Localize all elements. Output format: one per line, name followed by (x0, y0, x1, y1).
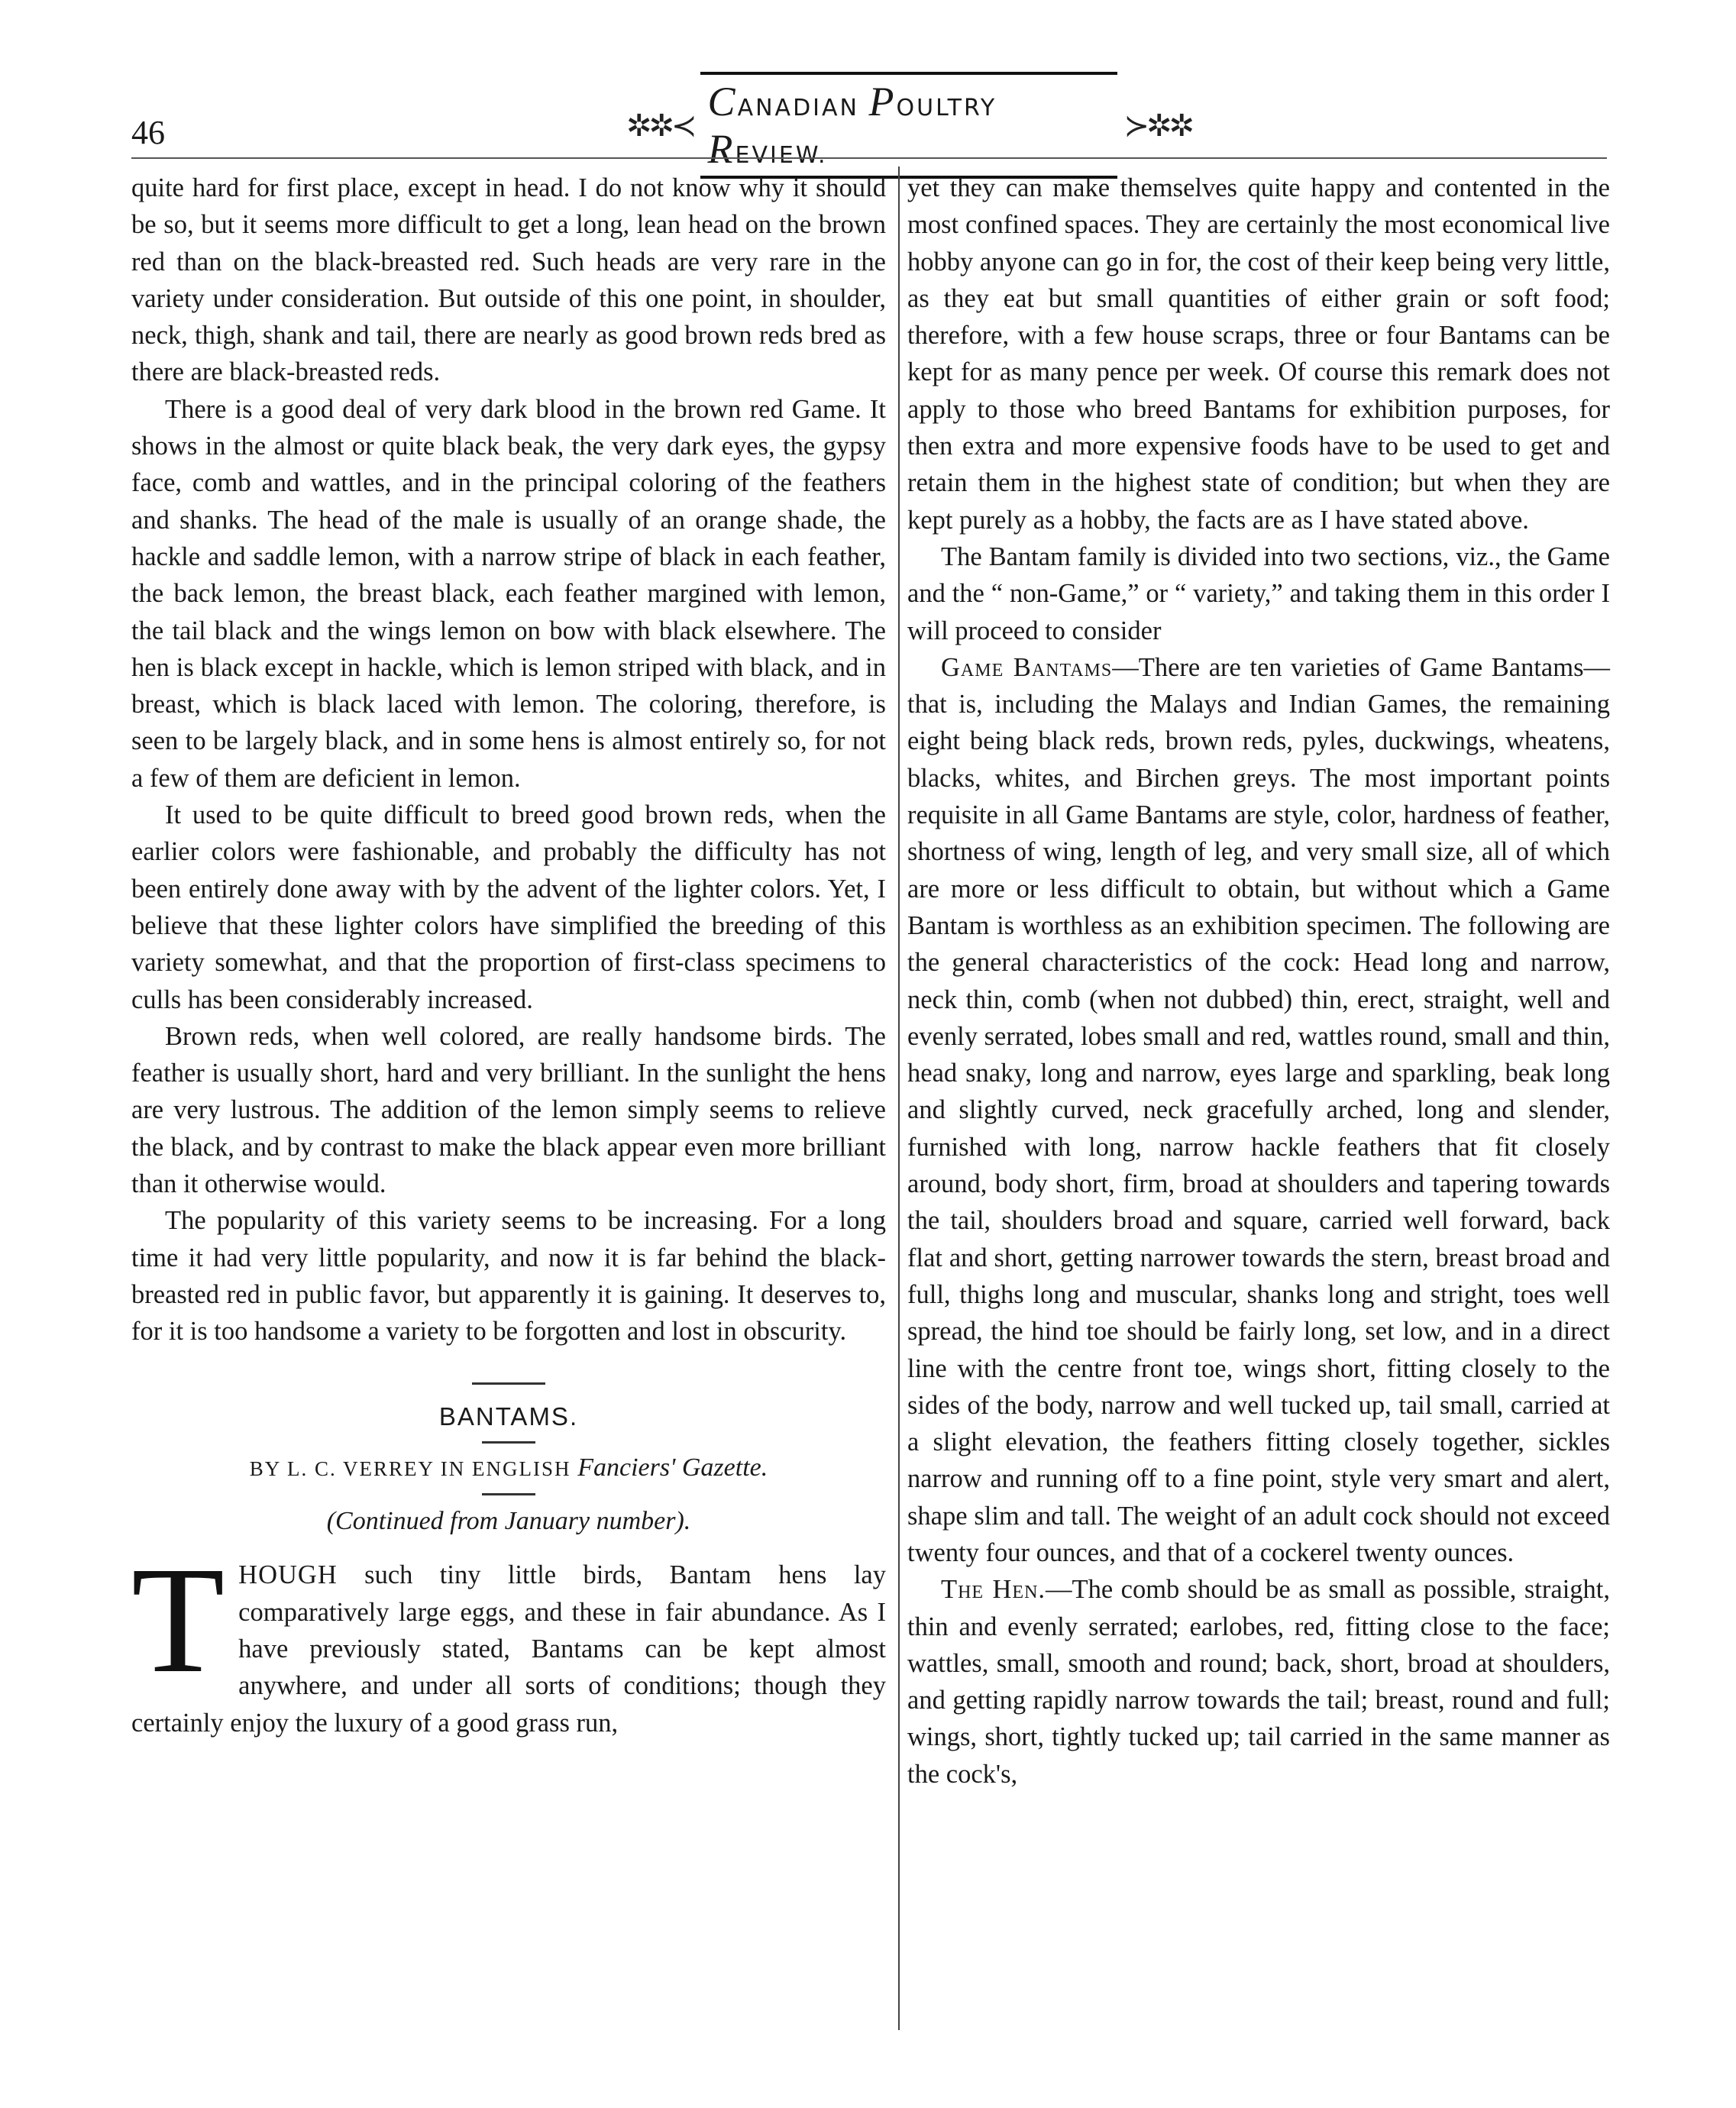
article-title: BANTAMS. (438, 1402, 579, 1431)
right-column (907, 170, 1610, 1793)
section-rule-bottom (482, 1441, 535, 1444)
column-divider (898, 167, 900, 2030)
page-number: 46 (131, 114, 165, 151)
right-paragraph-2: The Bantam family is divided into two sections, viz., the Game and the “ non-Game,” or “ variety,” and taking them in this order I will proceed to consider (907, 542, 1610, 645)
left-column (131, 170, 886, 1741)
section-rule-top (472, 1382, 545, 1385)
the-hen-heading: The Hen. (941, 1575, 1046, 1605)
right-paragraph-4-text: —The comb should be as small as possible, straight, thin and evenly serrated; earlobes, red, fitting close to the face; wattles, small, smooth and round; back, short, broad at shoulders, and getting rapidly narrow towards the tail; breast, round and full; wings, short, tightly tucked up; tail carried in the same manner as the cock's, (907, 1575, 1610, 1789)
drop-cap: T (131, 1536, 225, 1705)
left-paragraph-4: Brown reds, when well colored, are really handsome birds. The feather is usually short, hard and very brilliant. In the sunlight the hens are very lustrous. The addition of the lemon simply seems to relieve the black, and by contrast to make the black appear even more brilliant than it otherwise would. (131, 1021, 886, 1199)
left-paragraph-1: quite hard for first place, except in head. I do not know why it should be so, but it seems more difficult to get a long, lean head on the brown red than on the black-breasted red. Such heads are very rare in the variety under consideration. But outside of this one point, in shoulder, neck, thigh, shank and tail, there are nearly as good brown reds bred as there are black-breasted reds. (131, 173, 886, 387)
masthead-c: C (707, 79, 738, 124)
header-rule (131, 157, 1607, 159)
masthead-title (700, 72, 1118, 179)
left-paragraph-5: The popularity of this variety seems to be increasing. For a long time it had very little popularity, and now it is far behind the black-breasted red in public favor, but apparently it is gaining. It deserves to, for it is too handsome a variety to be forgotten and lost in obscurity. (131, 1206, 886, 1347)
masthead-oultry: OULTRY (896, 95, 997, 121)
left-paragraph-2: There is a good deal of very dark blood in the brown red Game. It shows in the almost or quite black beak, the very dark eyes, the gypsy face, comb and wattles, and in the principal coloring of the feathers and shanks. The head of the male is usually of an orange shade, the hackle and saddle lemon, with a narrow stripe of black in each feather, the back lemon, the breast black, each feather margined with lemon, the tail black and the wings lemon on bow with black elsewhere. The hen is black except in hackle, which is lemon striped with black, and in breast, which is black laced with lemon. The coloring, therefore, is seen to be largely black, and in some hens is almost entirely so, for not a few of them are deficient in lemon. (131, 394, 886, 793)
masthead-anadian: ANADIAN (737, 95, 859, 121)
masthead-eview: EVIEW. (735, 142, 828, 169)
byline-rule (482, 1493, 535, 1495)
left-paragraph-6 (131, 1536, 886, 1741)
continued-note: (Continued from January number). (326, 1507, 691, 1536)
left-paragraph-3: It used to be quite difficult to breed good brown reds, when the earlier colors were fashionable, and probably the difficulty has not been entirely done away with by the advent of the lighter colors. Yet, I believe that these lighter colors have simplified the breeding of this variety somewhat, and that the proportion of first-class specimens to culls has been considerably increased. (131, 800, 886, 1014)
right-paragraph-3 (907, 649, 1610, 1571)
right-paragraph-1: yet they can make themselves quite happy and contented in the most confined spaces. They are certainly the most economical live hobby anyone can go in for, the cost of their keep being very little, as they eat but small quantities of either grain or soft food; therefore, with a few house scraps, three or four Bantams can be kept for as many pence per week. Of course this remark does not apply to those who breed Bantams for exhibition purposes, for then extra and more expensive foods have to be used to get and retain them in the highest state of condition; but when they are kept purely as a hobby, the facts are as I have stated above. (907, 173, 1610, 535)
byline-source: Fanciers' Gazette. (577, 1453, 768, 1482)
masthead-p: P (868, 79, 897, 124)
dropcap-continuation: HOUGH (238, 1560, 338, 1590)
right-paragraph-3-text: —There are ten varieties of Game Bantams—that is, including the Malays and Indian Games, the remaining eight being black reds, brown reds, pyles, duckwings, wheatens, blacks, whites, and Birchen greys. The most important points requisite in all Game Bantams are style, color, hardness of feather, shortness of wing, length of leg, and very small size, all of which are more or less difficult to obtain, but without which a Game Bantam is worthless as an exhibition specimen. The following are the general characteristics of the cock: Head long and narrow, neck thin, comb (when not dubbed) thin, erect, straight, well and evenly serrated, lobes small and red, wattles round, small and thin, head snaky, long and narrow, eyes large and sparkling, beak long and slightly curved, neck gracefully arched, long and slender, furnished with long, narrow hackle feathers that fit closely around, body short, firm, broad at shoulders and tapering towards the tail, shoulders broad and square, carried well forward, back flat and short, getting narrower towards the stern, breast broad and full, thighs long and muscular, shanks long and stright, toes well spread, the hind toe should be fairly long, set low, and in a direct line with the centre front toe, wings short, fitting closely to the sides of the body, narrow and well tucked up, tail small, carried at a slight elevation, the feathers fitting closely together, sickles narrow and running off to a fine point, style very smart and alert, shape slim and tall. The weight of an adult cock should not exceed twenty four ounces, and that of a cockerel twenty ounces. (907, 652, 1610, 1567)
game-bantams-heading: Game Bantams (941, 652, 1113, 682)
right-ornament-icon: ≻✲✲ (1123, 108, 1191, 143)
byline (131, 1450, 886, 1487)
right-paragraph-4 (907, 1571, 1610, 1793)
byline-prefix: BY L. C. VERREY IN ENGLISH (249, 1457, 571, 1480)
left-paragraph-6-text: such tiny little birds, Bantam hens lay comparatively large eggs, and these in fair abundance. As I have previously stated, Bantams can be kept almost anywhere, and under all sorts of conditions; though they certainly enjoy the luxury of a good grass run, (131, 1560, 886, 1738)
left-ornament-icon: ✲✲≺ (626, 108, 694, 143)
masthead (626, 79, 1191, 172)
masthead-r: R (707, 126, 735, 172)
